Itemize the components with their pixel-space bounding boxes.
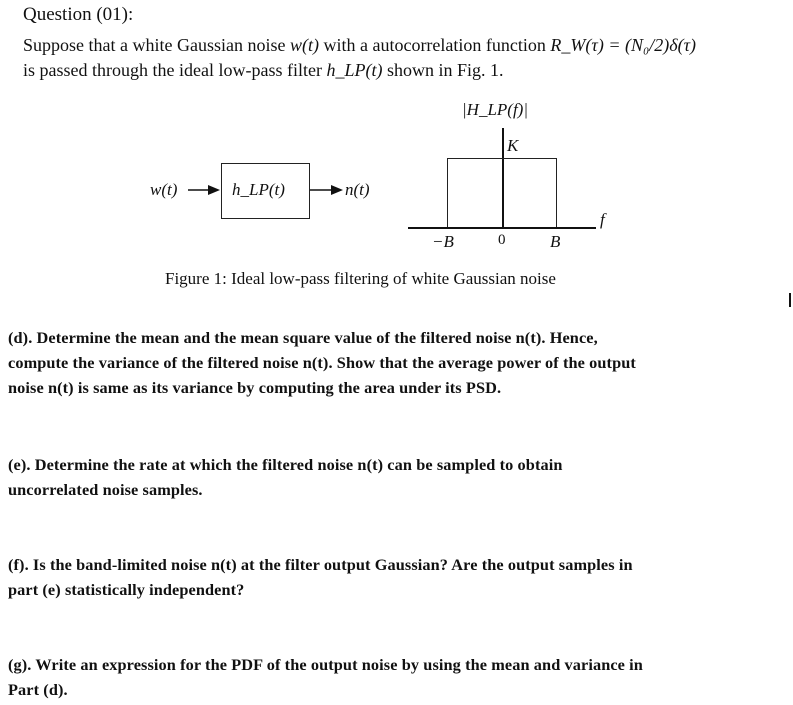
input-signal: w(t) xyxy=(289,35,319,55)
arrow-icon xyxy=(331,185,343,195)
question-e-line: (e). Determine the rate at which the filtered noise n(t) can be sampled to obtain xyxy=(8,455,563,474)
figure-caption: Figure 1: Ideal low-pass filtering of white Gaussian noise xyxy=(165,269,556,288)
question-e-line: uncorrelated noise samples. xyxy=(8,480,203,499)
text-cursor xyxy=(789,293,791,307)
question-f-line: (f). Is the band-limited noise n(t) at the filter output Gaussian? Are the output samples in xyxy=(8,555,633,574)
tick-neg-b: −B xyxy=(432,232,454,251)
intro-text: is passed through the ideal low-pass filter xyxy=(23,60,327,80)
intro-text: shown in Fig. 1. xyxy=(382,60,504,80)
rw-formula: R_W(τ) = (N₀/2)δ(τ) xyxy=(550,35,697,55)
output-label: n(t) xyxy=(345,180,370,199)
question-d-line: (d). Determine the mean and the mean square value of the filtered noise n(t). Hence, xyxy=(8,328,598,347)
tick-b: B xyxy=(550,232,561,251)
question-title: Question (01): xyxy=(23,4,134,25)
question-d-line: compute the variance of the filtered noise n(t). Show that the average power of the output xyxy=(8,353,636,372)
intro-text: with a autocorrelation function xyxy=(318,35,551,55)
axis-label-f: f xyxy=(600,210,605,229)
block-label: h_LP(t) xyxy=(232,180,285,199)
question-g-line: Part (d). xyxy=(8,680,68,699)
plot-title: |H_LP(f)| xyxy=(462,100,529,119)
block-diagram-arrows xyxy=(0,0,793,260)
intro-text: Suppose that a white Gaussian noise xyxy=(23,35,290,55)
input-label: w(t) xyxy=(150,180,178,199)
x-axis xyxy=(408,227,596,229)
question-g-line: (g). Write an expression for the PDF of the output noise by using the mean and variance in xyxy=(8,655,643,674)
question-d-line: noise n(t) is same as its variance by computing the area under its PSD. xyxy=(8,378,502,397)
arrow-icon xyxy=(208,185,220,195)
question-f-line: part (e) statistically independent? xyxy=(8,580,245,599)
tick-zero: 0 xyxy=(498,232,506,248)
amplitude-label: K xyxy=(507,136,519,155)
filter-impulse-response: h_LP(t) xyxy=(326,60,383,80)
passband-rect xyxy=(447,158,557,228)
